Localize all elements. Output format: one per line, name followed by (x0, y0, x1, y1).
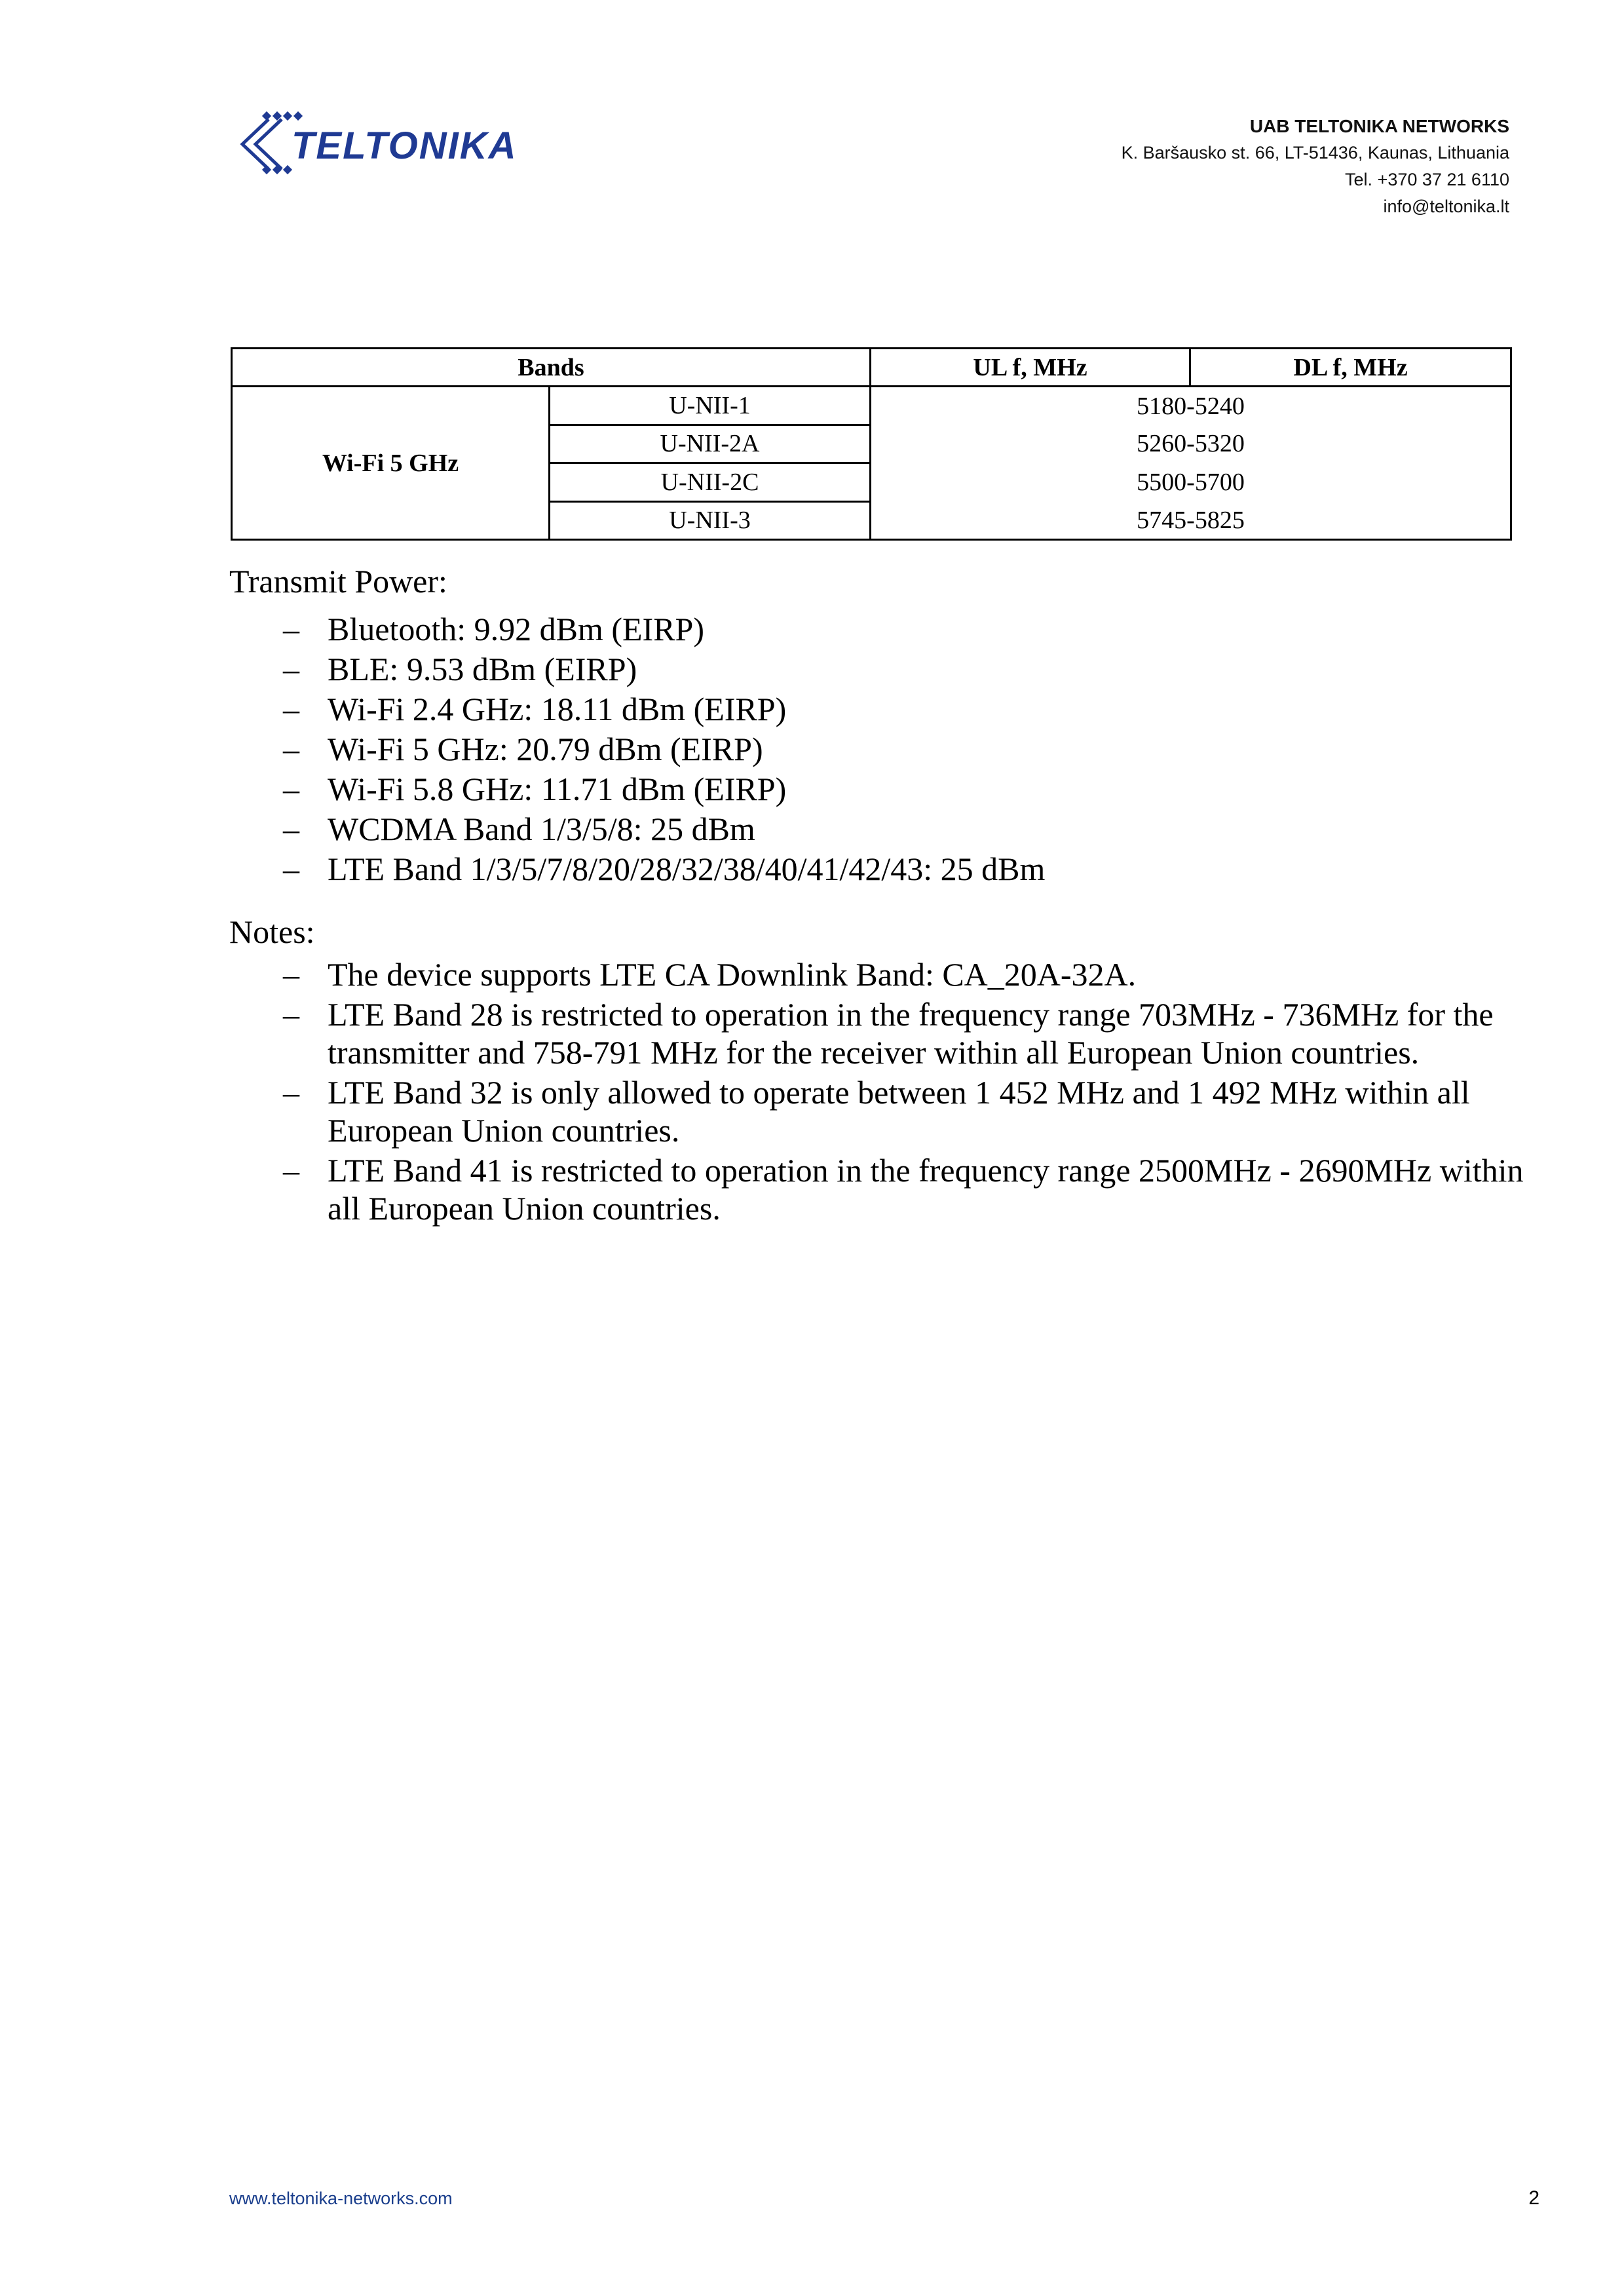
list-item: – The device supports LTE CA Downlink Band: CA_20A-32A. (229, 955, 1526, 993)
company-email: info@teltonika.lt (1383, 197, 1509, 216)
table-header-row (232, 349, 1511, 387)
band-name: U-NII-2C (550, 463, 871, 501)
list-item: – LTE Band 41 is restricted to operation in the frequency range 2500MHz - 2690MHz within all European Union countries. (229, 1151, 1526, 1227)
band-name: U-NII-2A (550, 425, 871, 463)
company-address: K. Baršausko st. 66, LT-51436, Kaunas, Lithuania (1121, 143, 1509, 163)
header-dl: DL f, MHz (1190, 349, 1511, 387)
footer-website-link[interactable]: www.teltonika-networks.com (229, 2189, 453, 2208)
list-item: – Wi-Fi 5 GHz: 20.79 dBm (EIRP) (229, 729, 1526, 769)
band-group-label: Wi-Fi 5 GHz (232, 387, 550, 540)
band-frequency: 5180-5240 (871, 387, 1511, 425)
list-item: – LTE Band 32 is only allowed to operate between 1 452 MHz and 1 492 MHz within all European Union countries. (229, 1073, 1526, 1149)
list-item: – LTE Band 1/3/5/7/8/20/28/32/38/40/41/42/43: 25 dBm (229, 849, 1526, 889)
band-name: U-NII-3 (550, 501, 871, 539)
list-item: – Bluetooth: 9.92 dBm (EIRP) (229, 609, 1526, 649)
notes-title: Notes: (229, 913, 315, 950)
company-address-block (1122, 113, 1509, 220)
band-name: U-NII-1 (550, 387, 871, 425)
page-number: 2 (1528, 2187, 1539, 2209)
list-item: – Wi-Fi 5.8 GHz: 11.71 dBm (EIRP) (229, 769, 1526, 809)
notes-list (229, 955, 1526, 1229)
header-bands: Bands (232, 349, 871, 387)
wifi-bands-table (231, 347, 1512, 541)
transmit-power-list (229, 609, 1526, 889)
list-item: – LTE Band 28 is restricted to operation in the frequency range 703MHz - 736MHz for the transmitter and 758-791 MHz for the receiver within all European Union countries. (229, 995, 1526, 1071)
band-frequency: 5500-5700 (871, 463, 1511, 501)
teltonika-logo (229, 105, 557, 177)
band-frequency: 5260-5320 (871, 425, 1511, 463)
company-name: UAB TELTONIKA NETWORKS (1249, 116, 1509, 136)
list-item: – WCDMA Band 1/3/5/8: 25 dBm (229, 809, 1526, 849)
transmit-power-title: Transmit Power: (229, 563, 447, 600)
company-phone: Tel. +370 37 21 6110 (1345, 170, 1509, 189)
header-ul: UL f, MHz (871, 349, 1190, 387)
band-frequency: 5745-5825 (871, 501, 1511, 539)
list-item: – BLE: 9.53 dBm (EIRP) (229, 649, 1526, 689)
list-item: – Wi-Fi 2.4 GHz: 18.11 dBm (EIRP) (229, 689, 1526, 729)
table-row (232, 387, 1511, 425)
logo-chevron-icon (242, 119, 282, 169)
logo-wordmark: TELTONIKA (292, 124, 518, 167)
